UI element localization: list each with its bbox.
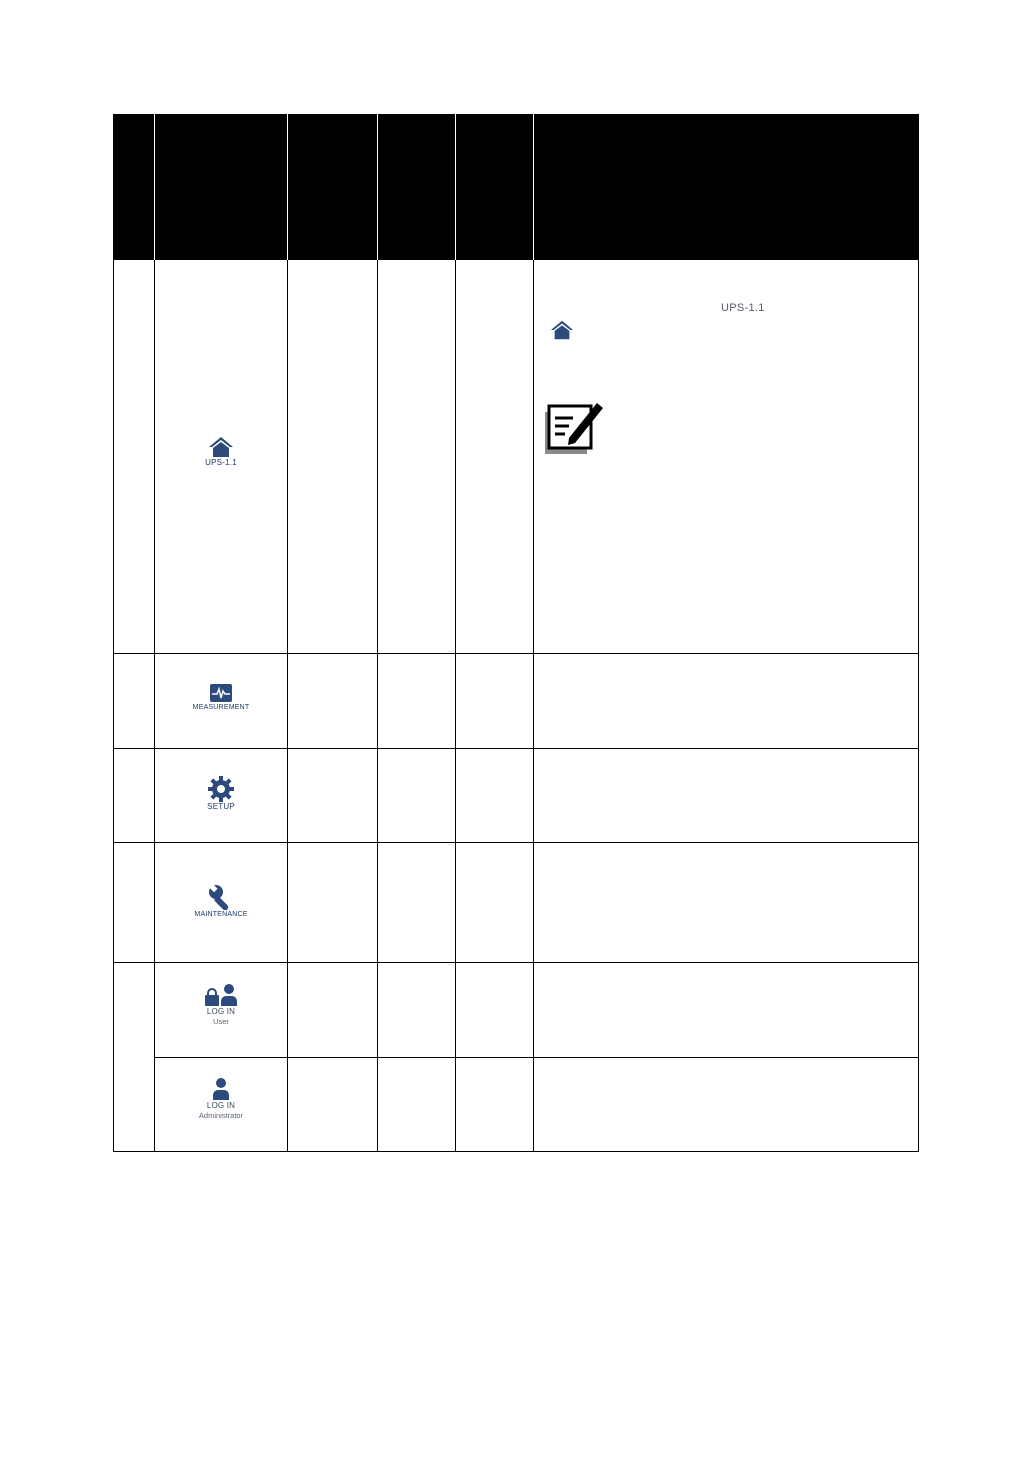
login-user-item[interactable] (155, 983, 287, 1027)
home-icon (208, 436, 234, 458)
note-pencil-icon (543, 402, 603, 457)
login-admin-label: LOG IN (206, 1101, 236, 1110)
ups-item[interactable] (155, 436, 287, 468)
measurement-item[interactable] (155, 683, 287, 713)
pulse-monitor-icon (209, 683, 233, 703)
maintenance-label: MAINTENANCE (194, 911, 248, 918)
measurement-label: MEASUREMENT (192, 704, 250, 711)
wrench-icon (208, 884, 234, 910)
ups-reference-text: UPS-1.1 (721, 302, 765, 314)
function-table (113, 114, 919, 1152)
table-header (113, 114, 919, 260)
maintenance-item[interactable] (155, 884, 287, 920)
login-admin-item[interactable] (155, 1077, 287, 1121)
login-user-sublabel: User (213, 1017, 229, 1026)
setup-item[interactable] (155, 776, 287, 812)
login-user-label: LOG IN (206, 1007, 236, 1016)
login-admin-sublabel: Administrator (198, 1111, 244, 1120)
user-login-icon (204, 983, 238, 1007)
setup-label: SETUP (207, 802, 235, 811)
administrator-icon (212, 1077, 230, 1101)
ups-label: UPS-1.1 (205, 458, 237, 467)
home-icon (550, 319, 574, 341)
gear-icon (208, 776, 234, 802)
